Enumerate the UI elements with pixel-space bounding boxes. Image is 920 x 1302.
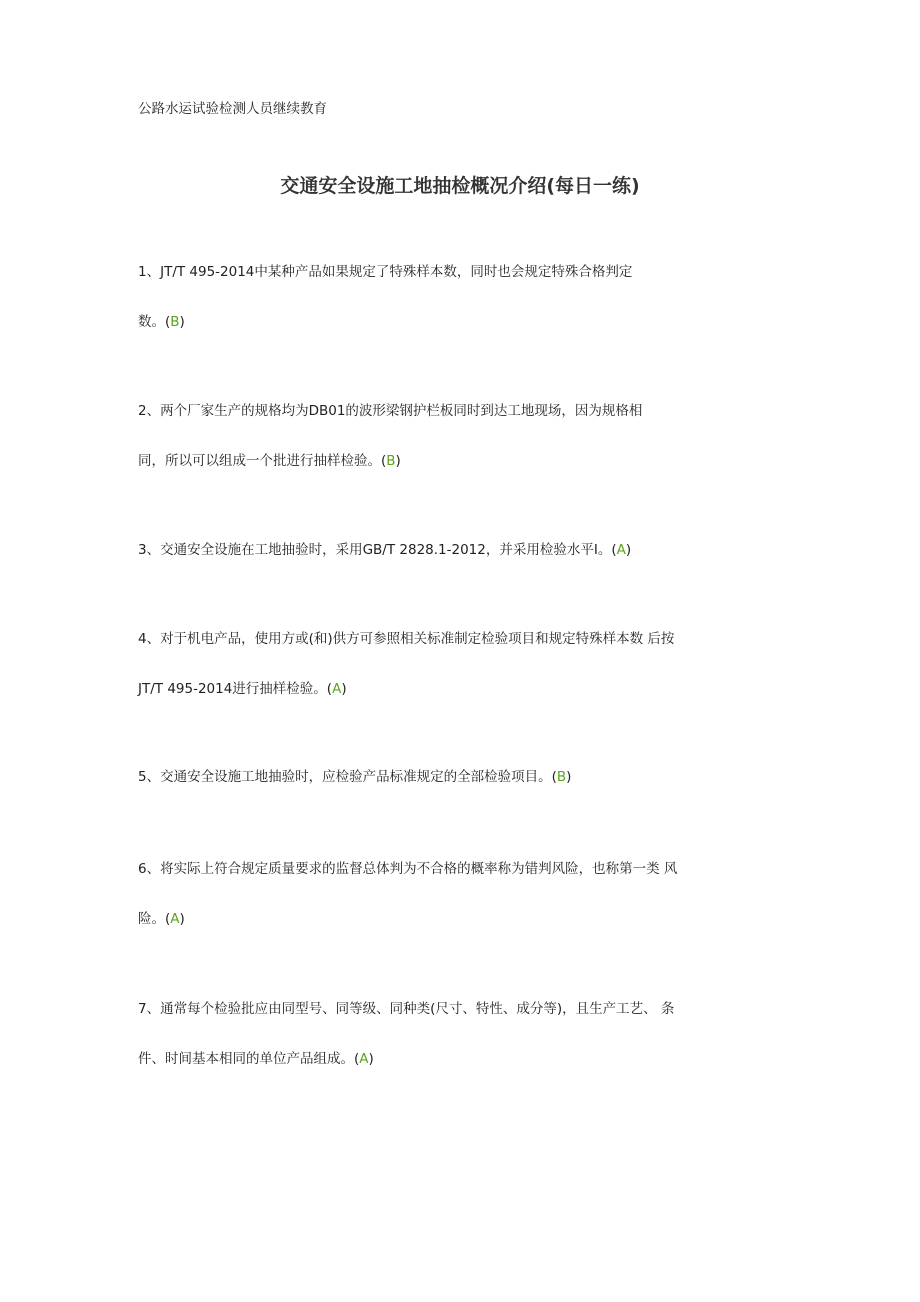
answer-letter: A xyxy=(332,681,342,697)
question-text: 数。( xyxy=(138,314,171,330)
document-header: 公路水运试验检测人员继续教育 xyxy=(138,101,327,117)
document-title: 交通安全设施工地抽检概况介绍(每日一练) xyxy=(280,175,640,197)
question-line: 2、两个厂家生产的规格均为DB01的波形梁钢护栏板同时到达工地现场，因为规格相 xyxy=(138,403,643,419)
question-text: JT/T 495-2014进行抽样检验。( xyxy=(138,681,333,697)
question-text: 3、交通安全设施在工地抽验时，采用GB/T 2828.1-2012，并采用检验水平I。( xyxy=(138,542,617,558)
question-line-with-answer xyxy=(138,541,762,559)
question-line: 6、将实际上符合规定质量要求的监督总体判为不合格的概率称为错判风险，也称第一类 风 xyxy=(138,861,678,877)
question-line: 7、通常每个检验批应由同型号、同等级、同种类(尺寸、特性、成分等)，且生产工艺、 条 xyxy=(138,1001,675,1017)
question-line-with-answer xyxy=(138,680,762,698)
answer-letter: B xyxy=(386,453,396,469)
question-1 xyxy=(138,263,762,331)
answer-close-paren: ) xyxy=(368,1051,374,1067)
answer-close-paren: ) xyxy=(566,769,572,785)
question-text: 同，所以可以组成一个批进行抽样检验。( xyxy=(138,453,387,469)
question-text: 5、交通安全设施工地抽验时，应检验产品标准规定的全部检验项目。( xyxy=(138,769,557,785)
question-text: 险。( xyxy=(138,911,171,927)
question-3 xyxy=(138,541,762,559)
question-line: 1、JT/T 495-2014中某种产品如果规定了特殊样本数，同时也会规定特殊合格判定 xyxy=(138,264,633,280)
answer-close-paren: ) xyxy=(179,314,185,330)
answer-close-paren: ) xyxy=(179,911,185,927)
question-5 xyxy=(138,768,762,786)
answer-letter: B xyxy=(556,769,567,785)
question-line-with-answer xyxy=(138,1050,762,1068)
answer-letter: B xyxy=(170,314,180,330)
answer-close-paren: ) xyxy=(341,681,347,697)
answer-letter: A xyxy=(359,1051,369,1067)
answer-close-paren: ) xyxy=(625,542,632,558)
question-6 xyxy=(138,860,762,928)
answer-letter: A xyxy=(616,542,626,558)
question-7 xyxy=(138,1000,762,1068)
question-line: 4、对于机电产品，使用方或(和)供方可参照相关标准制定检验项目和规定特殊样本数 后按 xyxy=(138,631,675,647)
question-line-with-answer xyxy=(138,910,762,928)
question-line-with-answer xyxy=(138,313,762,331)
answer-letter: A xyxy=(170,911,180,927)
question-line-with-answer xyxy=(138,452,762,470)
question-4 xyxy=(138,630,762,698)
question-2 xyxy=(138,402,762,470)
question-line-with-answer xyxy=(138,768,762,786)
question-text: 件、时间基本相同的单位产品组成。( xyxy=(138,1051,360,1067)
answer-close-paren: ) xyxy=(395,453,401,469)
